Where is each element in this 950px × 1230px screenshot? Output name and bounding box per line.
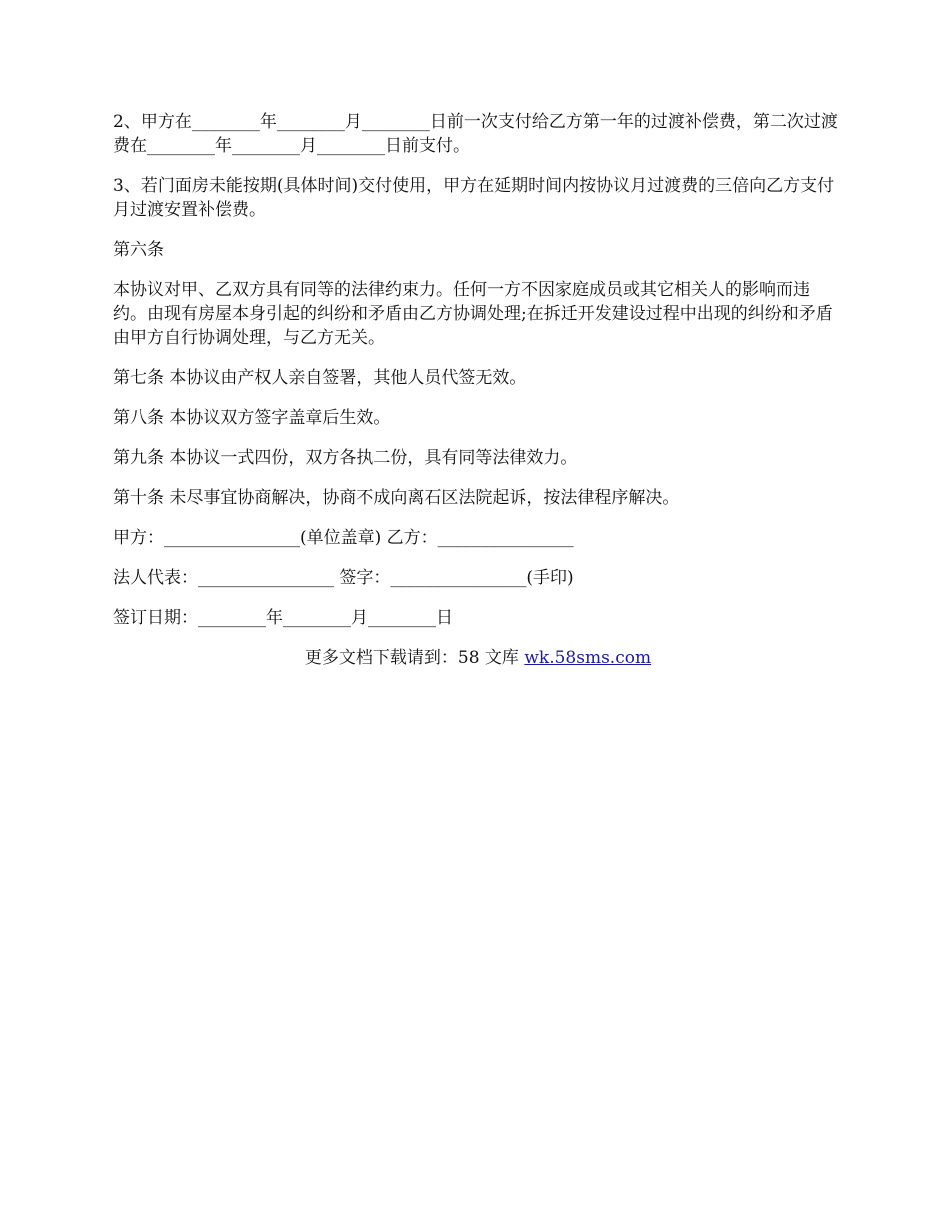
- footer-prefix: 更多文档下载请到：58 文库: [304, 648, 525, 668]
- legal-representative-line: 法人代表：________________ 签字：________________(手印): [113, 568, 574, 588]
- party-signature-line: 甲方：________________(单位盖章) 乙方：________________: [113, 528, 574, 548]
- footer-link[interactable]: wk.58sms.com: [524, 648, 652, 668]
- document-body: [113, 110, 843, 670]
- clause-3-delay-compensation: 3、若门面房未能按期(具体时间)交付使用，甲方在延期时间内按协议月过渡费的三倍向乙方支付月过渡安置补偿费。: [113, 176, 835, 220]
- article-6-heading: 第六条: [113, 240, 164, 260]
- article-6-text: 本协议对甲、乙双方具有同等的法律约束力。任何一方不因家庭成员或其它相关人的影响而违约。由现有房屋本身引起的纠纷和矛盾由乙方协调处理;在拆迁开发建设过程中出现的纠纷和矛盾由甲方自行协调处理，与乙方无关。: [113, 280, 833, 348]
- signing-date-line: 签订日期：________年________月________日: [113, 608, 453, 628]
- article-7-text: 第七条 本协议由产权人亲自签署，其他人员代签无效。: [113, 368, 527, 388]
- download-footer: [113, 646, 843, 670]
- clause-2-payment-schedule: 2、甲方在________年________月________日前一次支付给乙方第一年的过渡补偿费，第二次过渡费在________年________月________日前支付。: [113, 112, 838, 156]
- article-9-text: 第九条 本协议一式四份，双方各执二份，具有同等法律效力。: [113, 448, 578, 468]
- article-8-text: 第八条 本协议双方签字盖章后生效。: [113, 408, 391, 428]
- article-10-text: 第十条 未尽事宜协商解决，协商不成向离石区法院起诉，按法律程序解决。: [113, 488, 680, 508]
